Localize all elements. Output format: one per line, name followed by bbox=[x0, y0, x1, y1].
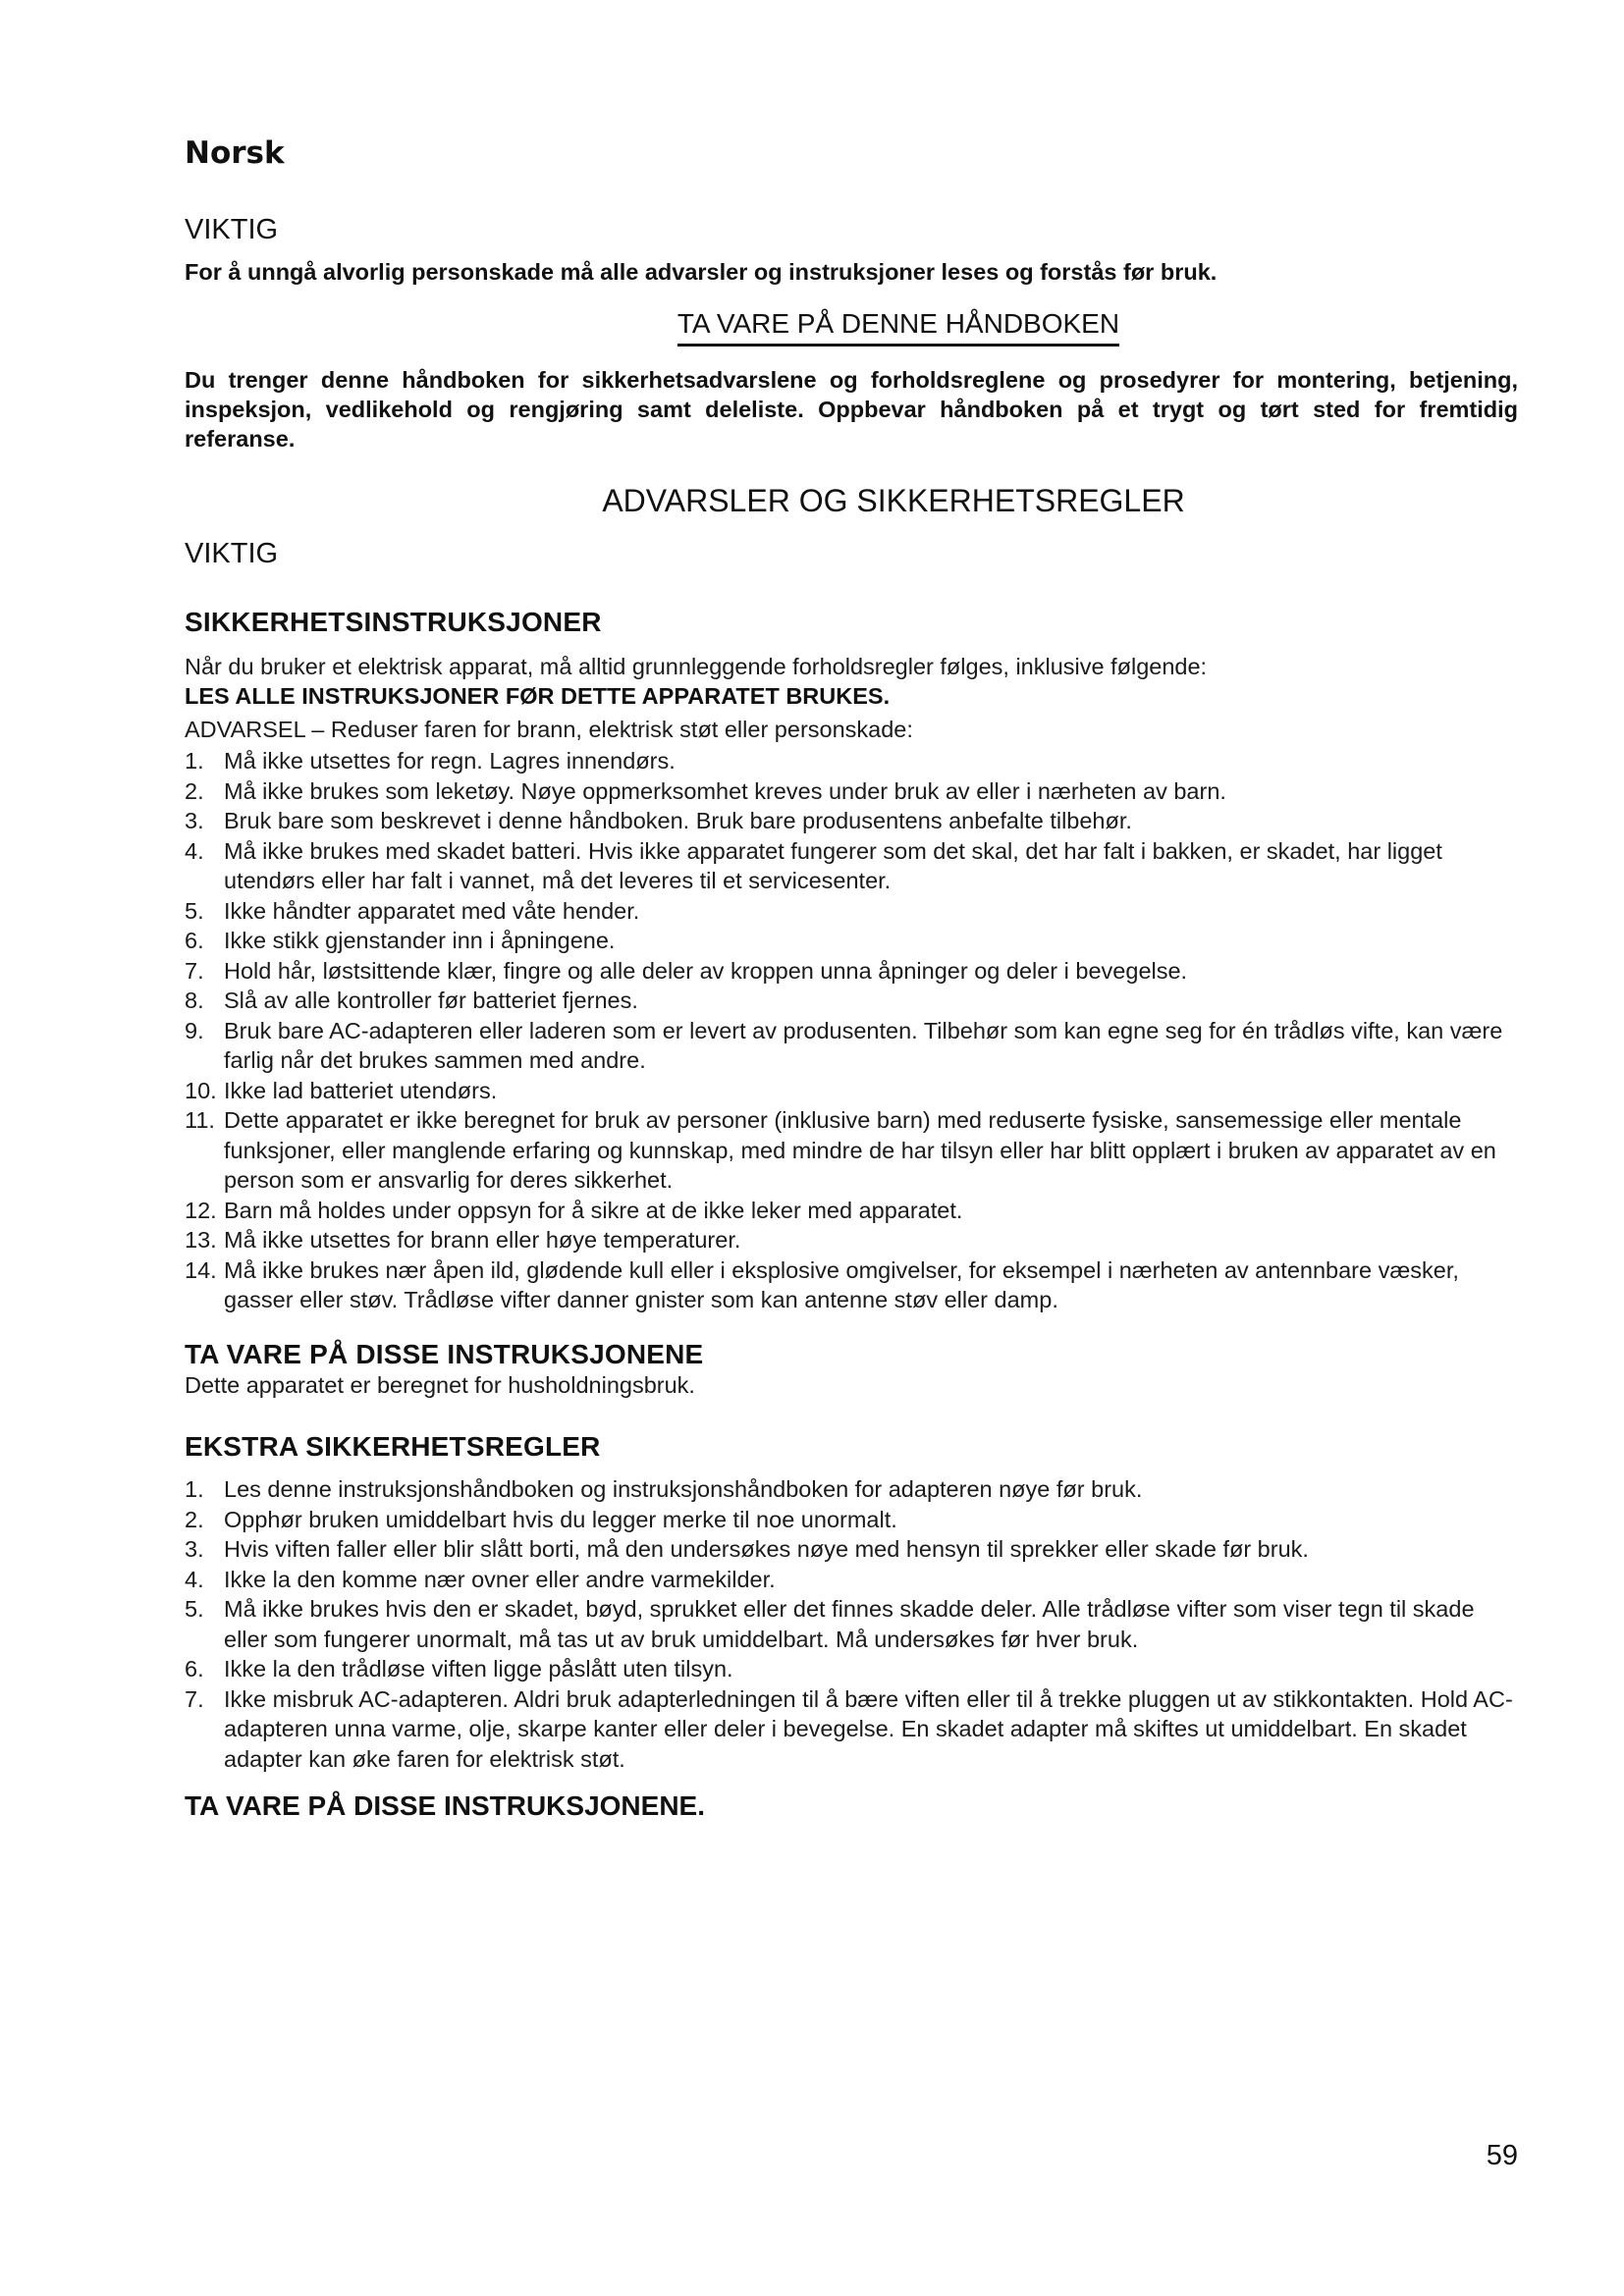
important-heading: VIKTIG bbox=[185, 214, 279, 245]
list-item-text: Må ikke brukes med skadet batteri. Hvis ikke apparatet fungerer som det skal, det har falt i bakken, er skadet, har ligget utendørs eller har falt i vannet, må det leveres til et servicesenter. bbox=[224, 837, 1442, 893]
warnings-title-wrap bbox=[185, 483, 1518, 519]
list-item-text: Ikke håndter apparatet med våte hender. bbox=[224, 897, 640, 924]
list-item-text: Ikke lad batteriet utendørs. bbox=[224, 1077, 498, 1103]
list-item-number: 13. bbox=[185, 1227, 217, 1253]
list-item bbox=[185, 746, 1518, 776]
list-item-text: Må ikke utsettes for regn. Lagres innendørs. bbox=[224, 748, 676, 774]
list-item-number: 5. bbox=[185, 1596, 204, 1622]
list-item bbox=[185, 1255, 1518, 1315]
language-heading: Norsk bbox=[185, 135, 285, 171]
list-item bbox=[185, 1505, 1518, 1535]
list-item-number: 2. bbox=[185, 777, 204, 804]
list-item bbox=[185, 1565, 1518, 1595]
list-item-number: 3. bbox=[185, 808, 204, 833]
list-item-number: 12. bbox=[185, 1197, 217, 1223]
list-item-number: 14. bbox=[185, 1256, 217, 1283]
final-heading: TA VARE PÅ DISSE INSTRUKSJONENE. bbox=[185, 1790, 706, 1821]
list-item bbox=[185, 1076, 1518, 1106]
list-item bbox=[185, 1594, 1518, 1654]
safety-heading: SIKKERHETSINSTRUKSJONER bbox=[185, 607, 602, 637]
list-item-text: Bruk bare AC-adapteren eller laderen som er levert av produsenten. Tilbehør som kan egne seg for én trådløs vifte, kan være farlig når det brukes sammen med andre. bbox=[224, 1017, 1503, 1073]
list-item bbox=[185, 896, 1518, 927]
list-item-number: 3. bbox=[185, 1536, 204, 1562]
list-item-text: Ikke la den komme nær ovner eller andre varmekilder. bbox=[224, 1566, 776, 1592]
list-item-text: Opphør bruken umiddelbart hvis du legger merke til noe unormalt. bbox=[224, 1506, 897, 1532]
keep-manual-title-wrap bbox=[185, 308, 1518, 347]
list-item-number: 7. bbox=[185, 1685, 204, 1712]
list-item bbox=[185, 1684, 1518, 1775]
important-text: For å unngå alvorlig personskade må alle advarsler og instruksjoner leses og forstås før bruk. bbox=[185, 259, 1218, 285]
list-item bbox=[185, 926, 1518, 956]
extra-safety-heading: EKSTRA SIKKERHETSREGLER bbox=[185, 1431, 601, 1462]
list-item-number: 2. bbox=[185, 1506, 204, 1532]
list-item-number: 8. bbox=[185, 988, 204, 1013]
keep-instructions-heading: TA VARE PÅ DISSE INSTRUKSJONENE bbox=[185, 1339, 704, 1369]
list-item-number: 11. bbox=[185, 1107, 215, 1133]
warnings-title: ADVARSLER OG SIKKERHETSREGLER bbox=[602, 483, 1185, 518]
keep-manual-text: Du trenger denne håndboken for sikkerhetsadvarslene og forholdsreglene og prosedyrer for montering, betjening, inspeksjon, vedlikehold og rengjøring samt deleliste. Oppbevar håndboken på et trygt og tørt sted for fremtidig referanse. bbox=[185, 367, 1518, 452]
list-item-text: Hold hår, løstsittende klær, fingre og alle deler av kroppen unna åpninger og deler i bevegelse. bbox=[224, 957, 1188, 984]
list-item bbox=[185, 1534, 1518, 1565]
list-item-text: Må ikke brukes nær åpen ild, glødende kull eller i eksplosive omgivelser, for eksempel i nærheten av antennbare væsker, gasser eller støv. Trådløse vifter danner gnister som kan antenne støv eller damp. bbox=[224, 1256, 1459, 1312]
list-item-text: Ikke la den trådløse viften ligge påslått uten tilsyn. bbox=[224, 1656, 733, 1682]
list-item-number: 10. bbox=[185, 1077, 217, 1103]
list-item bbox=[185, 1105, 1518, 1196]
list-item bbox=[185, 1225, 1518, 1255]
list-item bbox=[185, 1016, 1518, 1076]
keep-manual-title: TA VARE PÅ DENNE HÅNDBOKEN bbox=[677, 308, 1119, 347]
list-item-number: 5. bbox=[185, 897, 204, 924]
list-item-text: Dette apparatet er ikke beregnet for bruk av personer (inklusive barn) med reduserte fysiske, sansemessige eller mentale funksjoner, eller manglende erfaring og kunnskap, med mindre de har tilsyn eller har blitt opplært i bruken av apparatet av en person som er ansvarlig for deres sikkerhet. bbox=[224, 1107, 1496, 1193]
list-item-number: 6. bbox=[185, 928, 204, 953]
list-item-text: Må ikke brukes som leketøy. Nøye oppmerksomhet kreves under bruk av eller i nærheten av barn. bbox=[224, 777, 1226, 804]
list-item-number: 1. bbox=[185, 1476, 204, 1502]
list-item-text: Barn må holdes under oppsyn for å sikre at de ikke leker med apparatet. bbox=[224, 1197, 963, 1223]
list-item bbox=[185, 1654, 1518, 1684]
list-item-number: 4. bbox=[185, 837, 204, 864]
list-item-text: Hvis viften faller eller blir slått borti, må den undersøkes nøye med hensyn til sprekker eller skade før bruk. bbox=[224, 1536, 1309, 1562]
list-item-number: 4. bbox=[185, 1566, 204, 1592]
list-item bbox=[185, 806, 1518, 836]
list-item-number: 9. bbox=[185, 1017, 204, 1043]
safety-intro: Når du bruker et elektrisk apparat, må alltid grunnleggende forholdsregler følges, inklusive følgende: bbox=[185, 654, 1208, 679]
list-item-number: 6. bbox=[185, 1656, 204, 1682]
list-item-text: Slå av alle kontroller før batteriet fjernes. bbox=[224, 988, 638, 1013]
list-item-text: Ikke stikk gjenstander inn i åpningene. bbox=[224, 928, 616, 953]
list-item bbox=[185, 986, 1518, 1016]
list-item bbox=[185, 776, 1518, 807]
list-item-text: Må ikke brukes hvis den er skadet, bøyd, sprukket eller det finnes skadde deler. Alle trådløse vifter som viser tegn til skade eller som fungerer unormalt, må tas ut av bruk umiddelbart. Må undersøkes før hver bruk. bbox=[224, 1596, 1475, 1652]
list-item-text: Les denne instruksjonshåndboken og instruksjonshåndboken for adapteren nøye før bruk. bbox=[224, 1476, 1143, 1502]
household-use-text: Dette apparatet er beregnet for husholdningsbruk. bbox=[185, 1372, 695, 1398]
read-all-instructions: LES ALLE INSTRUKSJONER FØR DETTE APPARATET BRUKES. bbox=[185, 683, 891, 709]
extra-safety-list bbox=[185, 1474, 1518, 1774]
list-item-text: Ikke misbruk AC-adapteren. Aldri bruk adapterledningen til å bære viften eller til å trekke pluggen ut av stikkontakten. Hold AC-adapteren unna varme, olje, skarpe kanter eller deler i bevegelse. En skadet adapter må skiftes ut umiddelbart. En skadet adapter kan øke faren for elektrisk støt. bbox=[224, 1685, 1513, 1772]
list-item-number: 1. bbox=[185, 748, 204, 774]
warning-line: ADVARSEL – Reduser faren for brann, elektrisk støt eller personskade: bbox=[185, 717, 913, 742]
page-number: 59 bbox=[1486, 2140, 1518, 2171]
safety-list bbox=[185, 746, 1518, 1315]
list-item-text: Bruk bare som beskrevet i denne håndboken. Bruk bare produsentens anbefalte tilbehør. bbox=[224, 808, 1132, 833]
list-item-number: 7. bbox=[185, 957, 204, 984]
list-item bbox=[185, 956, 1518, 987]
list-item-text: Må ikke utsettes for brann eller høye temperaturer. bbox=[224, 1227, 741, 1253]
list-item bbox=[185, 1474, 1518, 1505]
list-item bbox=[185, 836, 1518, 896]
important-heading-2: VIKTIG bbox=[185, 538, 279, 569]
list-item bbox=[185, 1196, 1518, 1226]
